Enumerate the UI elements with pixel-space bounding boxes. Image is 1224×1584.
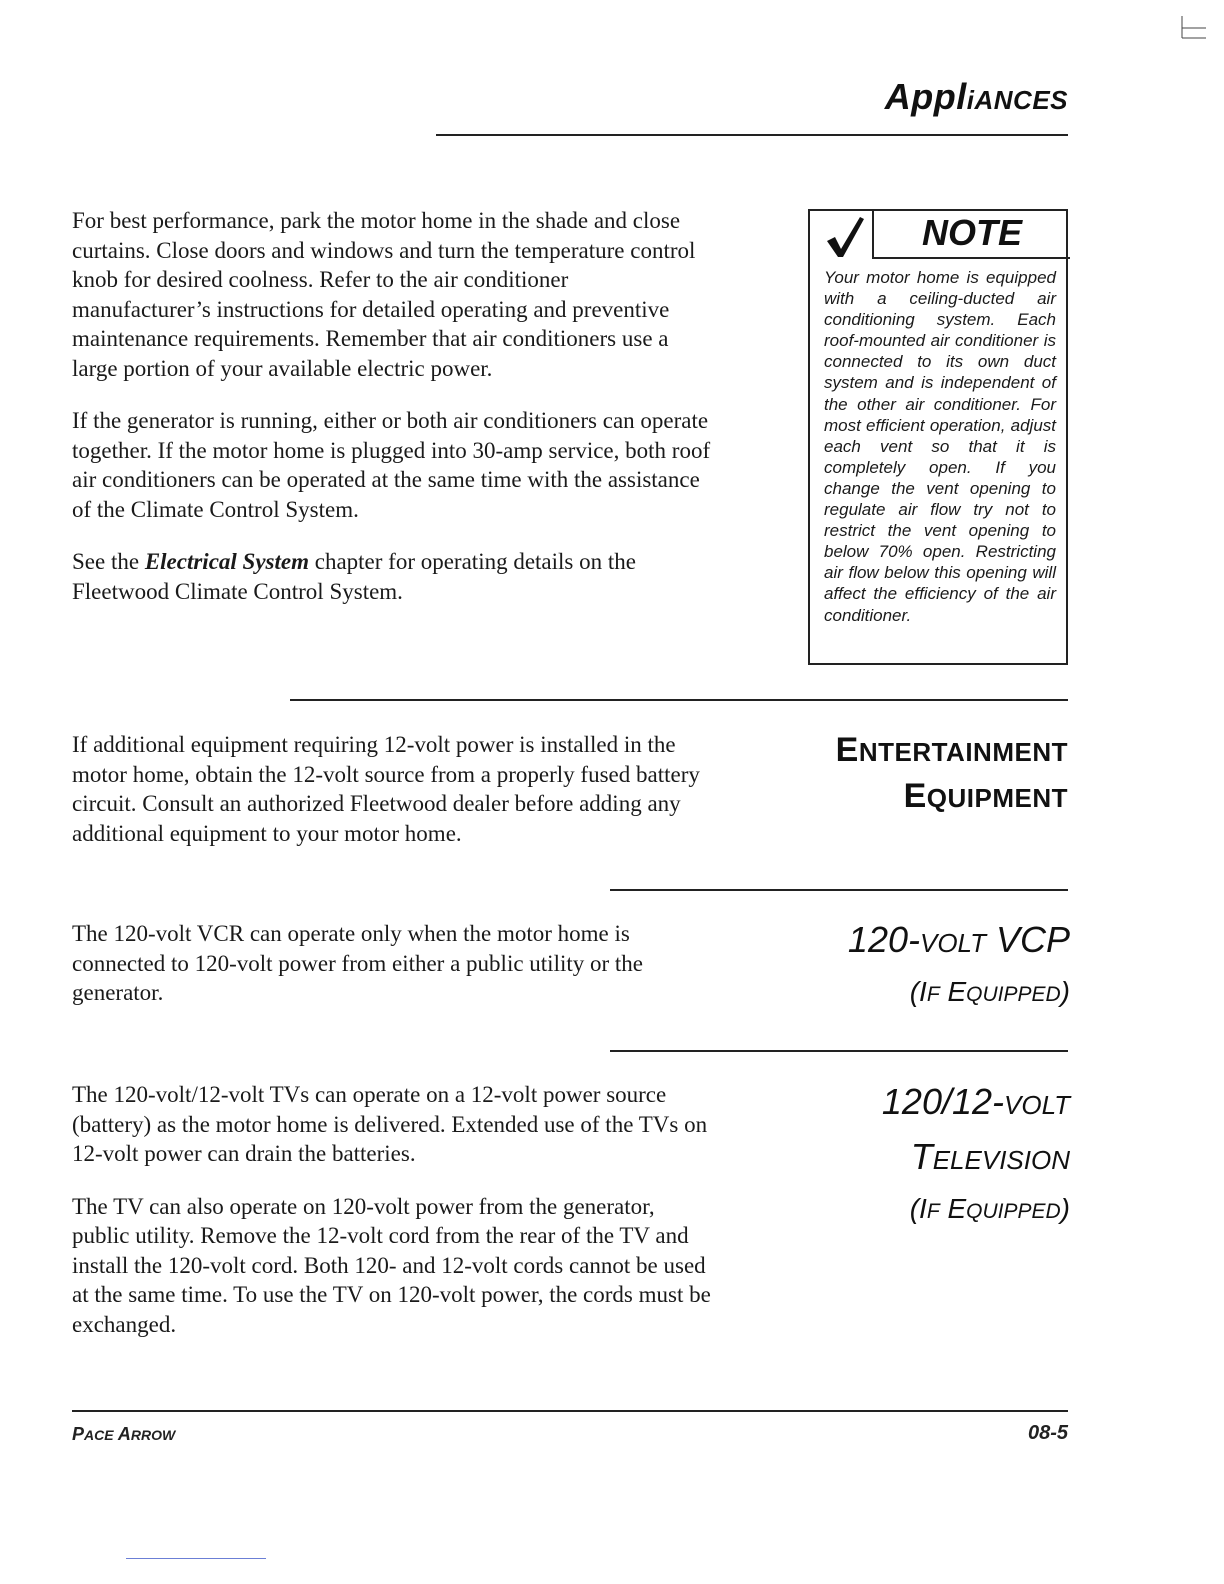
note-label: NOTE <box>872 209 1070 259</box>
cooling-paragraph-1: For best performance, park the motor home in the shade and close curtains. Close doors and windows and turn the temperature control knob for desired coolness. Refer to the air conditioner manufacturer’s instructions for detailed operating and preventive maintenance requirements. Remember that air conditioners use a large portion of your available electric power. <box>72 208 696 381</box>
corner-mark-icon <box>1180 14 1210 44</box>
check-mark-icon <box>824 215 866 259</box>
tv-heading: 120/12-VOLT TELEVISION (IF EQUIPPED) <box>881 1081 1070 1224</box>
tv-paragraph-2: The TV can also operate on 120-volt power from the generator, public utility. Remove the 12-volt cord from the rear of the TV and install the 120-volt cord. Both 120- and 12-volt cords cannot be used at the same time. To use the TV on 120-volt power, the cords must be exchanged. <box>72 1193 711 1337</box>
entertainment-paragraph: If additional equipment requiring 12-volt power is installed in the motor home, obtain the 12-volt source from a properly fused battery circuit. Consult an authorized Fleetwood dealer before adding any additional equipment to your motor home. <box>72 732 700 846</box>
cooling-text <box>72 206 712 606</box>
bottom-scan-line <box>126 1558 266 1559</box>
section-rule-3 <box>610 1050 1068 1052</box>
footer-rule <box>72 1410 1068 1412</box>
tv-text <box>72 1080 712 1339</box>
header-rule <box>436 134 1068 136</box>
note-text: Your motor home is equipped with a ceiling-ducted air conditioning system. Each roof-mounted air conditioner is connected to its own duct system and is independent of the other air conditioner. For most efficient operation, adjust each vent so that it is completely open. If you change the vent opening to regulate air flow try not to restrict the vent opening to below 70% open. Restricting air flow below this opening will affect the efficiency of the air conditioner. <box>824 268 1056 625</box>
footer-model-name: PACE ARROW <box>72 1424 176 1444</box>
vcp-text <box>72 919 712 1008</box>
cooling-paragraph-2: If the generator is running, either or both air conditioners can operate together. If the motor home is plugged into 30-amp service, both roof air conditioners can be operated at the same time with the assistance of the Climate Control System. <box>72 408 711 522</box>
section-rule-2 <box>610 889 1068 891</box>
note-box <box>808 209 1068 665</box>
vcp-paragraph: The 120-volt VCR can operate only when the motor home is connected to 120-volt power from either a public utility or the generator. <box>72 921 644 1005</box>
entertainment-text <box>72 730 712 848</box>
vcp-heading: 120-VOLT VCP (IF EQUIPPED) <box>847 919 1070 1007</box>
page-title: AppliANCES <box>884 76 1068 117</box>
cooling-paragraph-3: See the Electrical System chapter for operating details on the Fleetwood Climate Control System. <box>72 549 636 604</box>
electrical-system-reference: Electrical System <box>144 549 309 574</box>
tv-paragraph-1: The 120-volt/12-volt TVs can operate on a 12-volt power source (battery) as the motor home is delivered. Extended use of the TVs on 12-volt power can drain the batteries. <box>72 1082 708 1166</box>
entertainment-heading: ENTERTAINMENT EQUIPMENT <box>835 731 1068 815</box>
page-number: 08-5 <box>1027 1422 1068 1444</box>
section-rule-1 <box>290 699 1068 701</box>
